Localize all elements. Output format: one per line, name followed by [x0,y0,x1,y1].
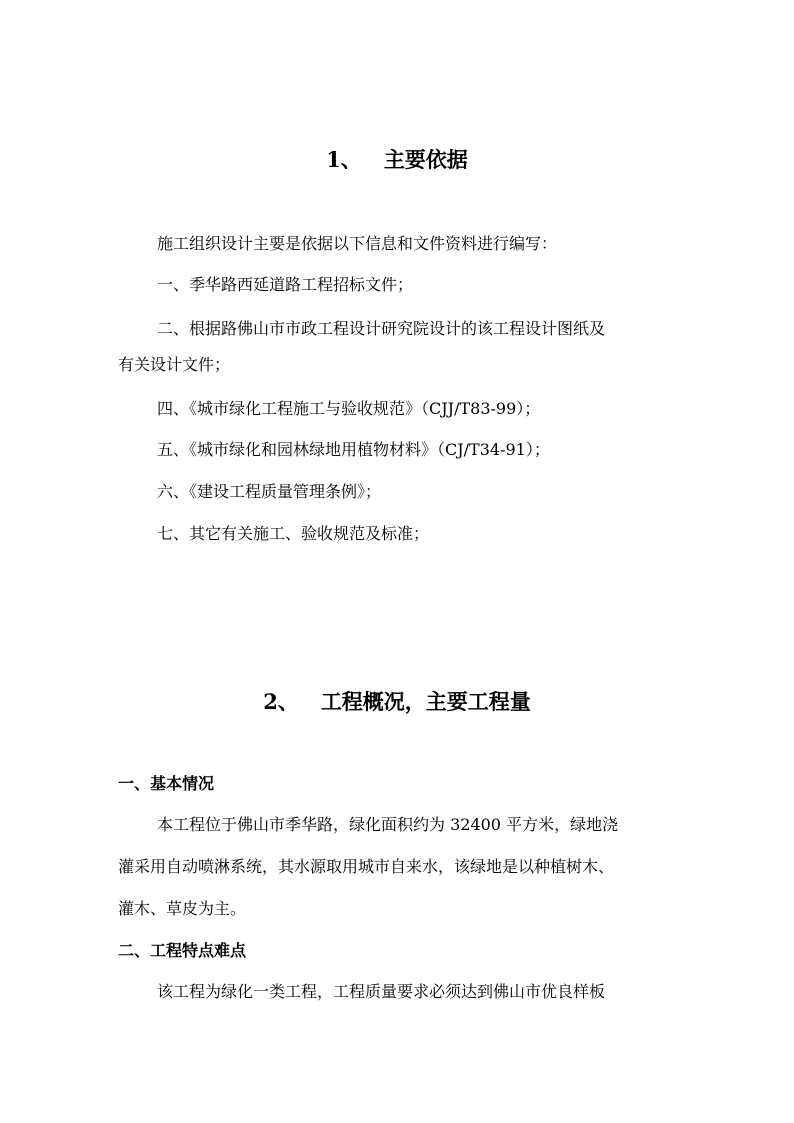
basis-item-5: 五、《城市绿化和园林绿地用植物材料》（CJ/T34-91）； [157,440,550,459]
basis-item-1: 一、季华路西延道路工程招标文件； [157,275,414,294]
basis-item-2-cont: 有关设计文件； [118,355,231,374]
basis-item-4: 四、《城市绿化工程施工与验收规范》（CJJ/T83-99）； [157,399,541,418]
section-2-title: 工程概况，主要工程量 [320,689,531,714]
basic-info-line-1: 本工程位于佛山市季华路，绿化面积约为 32400 平方米，绿地浇 [157,815,619,834]
basis-item-6: 六、《建设工程质量管理条例》； [157,482,382,501]
sub-heading-basic-info: 一、基本情况 [118,774,215,793]
basis-item-7: 七、其它有关施工、验收规范及标准； [157,524,430,543]
basic-info-line-3: 灌木、草皮为主。 [118,899,247,918]
section-1-heading [0,146,794,174]
section-1-number: 1、 [326,147,362,172]
section-1-title: 主要依据 [383,147,468,172]
basis-item-2: 二、根据路佛山市市政工程设计研究院设计的该工程设计图纸及 [157,319,606,338]
section-2-number: 2、 [263,689,299,714]
basic-info-line-2: 灌采用自动喷淋系统，其水源取用城市自来水，该绿地是以种植树木、 [118,857,615,876]
section-2-heading [0,688,794,716]
sub-heading-features: 二、工程特点难点 [118,941,247,960]
basis-intro: 施工组织设计主要是依据以下信息和文件资料进行编写： [157,234,558,253]
features-line-1: 该工程为绿化一类工程，工程质量要求必须达到佛山市优良样板 [157,982,606,1001]
